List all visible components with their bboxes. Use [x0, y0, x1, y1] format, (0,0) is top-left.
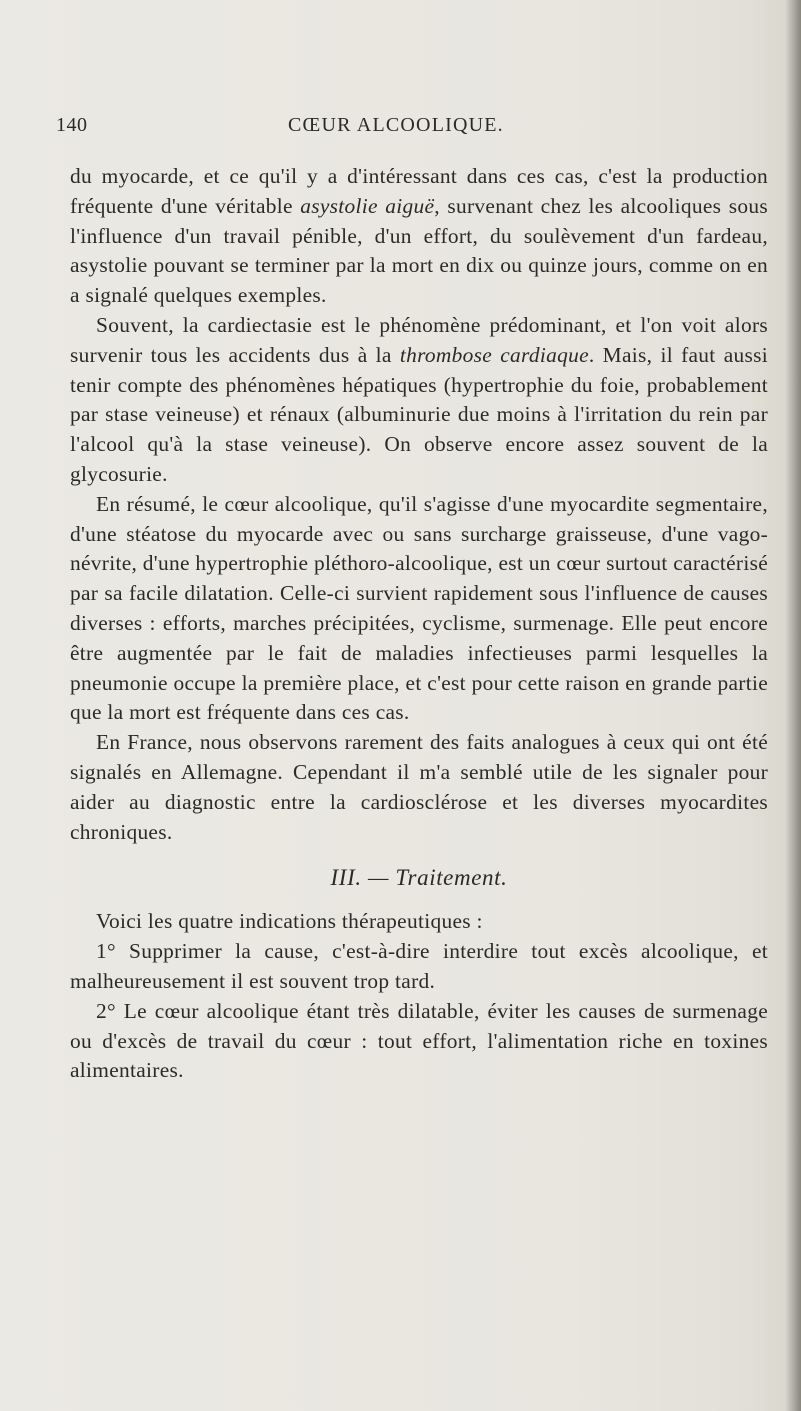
paragraph-myocarde: [70, 162, 768, 311]
emphasis-asystolie: asystolie aiguë: [300, 193, 435, 218]
paragraph-indication-2: 2° Le cœur alcoolique étant très dilatable, éviter les causes de surmenage ou d'excès de travail du cœur : tout effort, l'alimentation riche en toxines alimentaires.: [70, 998, 768, 1083]
section-heading: III. — Traitement.: [330, 865, 508, 891]
paragraph-text: du myocarde, et ce qu'il y a d'intéressant dans ces cas, c'est la production fréquente d'une véritable: [70, 164, 768, 218]
body-text: [70, 162, 768, 1086]
page-edge-shadow: [785, 0, 801, 1411]
page-number: 140: [56, 114, 88, 136]
paragraph-text: Souvent, la cardiectasie est le phénomène prédominant, et l'on voit alors survenir tous les accidents dus à la: [70, 312, 768, 367]
paragraph-indications: Voici les quatre indications thérapeutiques :: [96, 909, 483, 934]
emphasis-thrombose: thrombose cardiaque: [399, 342, 589, 367]
page-header: [56, 114, 768, 144]
paragraph-resume: En résumé, le cœur alcoolique, qu'il s'agisse d'une myocardite segmentaire, d'une stéatose du myocarde avec ou sans surcharge graisseuse, d'une vago-névrite, d'une hypertrophie pléthoro-alcoolique, est un cœur surtout caractérisé par sa facile dilatation. Celle-ci survient rapidement sous l'influence de causes diverses : efforts, marches précipitées, cyclisme, surmenage. Elle peut encore être augmentée par le fait de maladies infectieuses parmi lesquelles la pneumonie occupe la première place, et c'est pour cette raison en grande partie que la mort est fréquente dans ces cas.: [70, 491, 768, 725]
paragraph-cardiectasie: [70, 311, 768, 490]
running-title: CŒUR ALCOOLIQUE.: [288, 114, 504, 136]
paragraph-text: . Mais, il faut aussi tenir compte des phénomènes hépatiques (hypertrophie du foie, probablement par stase veineuse) et rénaux (albuminurie due moins à l'irritation du rein par l'alcool qu'à la stase veineuse). On observe encore assez souvent de la glycosurie.: [70, 342, 768, 486]
paragraph-france: En France, nous observons rarement des faits analogues à ceux qui ont été signalés en Allemagne. Cependant il m'a semblé utile de les signaler pour aider au diagnostic entre la cardiosclérose et les diverses myocardites chroniques.: [70, 730, 768, 844]
paragraph-text: , survenant chez les alcooliques sous l'influence d'un travail pénible, d'un effort, du soulèvement d'un fardeau, asystolie pouvant se terminer par la mort en dix ou quinze jours, comme on en a signalé quelques exemples.: [70, 193, 768, 308]
paragraph-indication-1: 1° Supprimer la cause, c'est-à-dire interdire tout excès alcoolique, et malheureusement il est souvent trop tard.: [70, 939, 768, 993]
